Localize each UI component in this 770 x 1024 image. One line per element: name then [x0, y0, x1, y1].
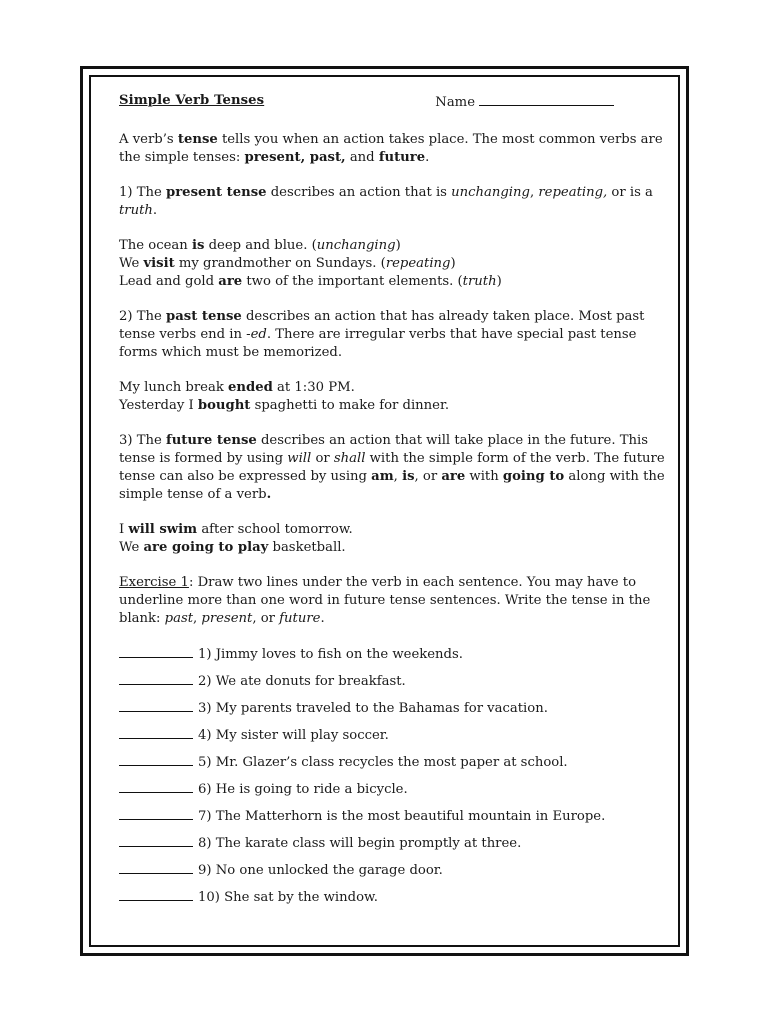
present-tense-paragraph: 1) The present tense describes an action that is unchanging, repeating, or is a truth.: [119, 185, 653, 218]
exercise-sentence: 10) She sat by the window.: [198, 890, 378, 905]
answer-blank[interactable]: [119, 726, 193, 739]
exercise-item: [119, 888, 667, 915]
answer-blank[interactable]: [119, 753, 193, 766]
worksheet: [119, 92, 667, 915]
past-tense-paragraph: 2) The past tense describes an action that has already taken place. Most past tense verbs end in -ed. There are irregular verbs that have special past tense forms which must be memorized.: [119, 309, 645, 360]
answer-blank[interactable]: [119, 888, 193, 901]
exercise-item: [119, 753, 667, 780]
example-sentence: Lead and gold are two of the important elements. (truth): [119, 274, 502, 289]
answer-blank[interactable]: [119, 780, 193, 793]
example-sentence: Yesterday I bought spaghetti to make for dinner.: [119, 398, 450, 413]
past-examples: [119, 379, 667, 415]
answer-blank[interactable]: [119, 672, 193, 685]
worksheet-header: [119, 92, 667, 112]
exercise-item: [119, 699, 667, 726]
exercise-sentence: 8) The karate class will begin promptly at three.: [198, 836, 522, 851]
example-sentence: My lunch break ended at 1:30 PM.: [119, 380, 355, 395]
exercise-sentence: 1) Jimmy loves to fish on the weekends.: [198, 647, 463, 662]
answer-blank[interactable]: [119, 861, 193, 874]
exercise-item: [119, 780, 667, 807]
example-sentence: I will swim after school tomorrow.: [119, 522, 353, 537]
name-blank-line[interactable]: [479, 92, 614, 106]
future-examples: [119, 521, 667, 557]
exercise-item: [119, 834, 667, 861]
example-sentence: We visit my grandmother on Sundays. (repeating): [119, 256, 456, 271]
exercise-list: [119, 645, 667, 915]
answer-blank[interactable]: [119, 699, 193, 712]
exercise-sentence: 3) My parents traveled to the Bahamas for vacation.: [198, 701, 548, 716]
name-field[interactable]: [435, 92, 614, 112]
intro-paragraph: A verb’s tense tells you when an action takes place. The most common verbs are the simple tenses: present, past, and future.: [119, 132, 663, 165]
exercise-sentence: 2) We ate donuts for breakfast.: [198, 674, 406, 689]
answer-blank[interactable]: [119, 645, 193, 658]
exercise-item: [119, 645, 667, 672]
example-sentence: The ocean is deep and blue. (unchanging): [119, 238, 401, 253]
exercise-sentence: 6) He is going to ride a bicycle.: [198, 782, 408, 797]
answer-blank[interactable]: [119, 807, 193, 820]
exercise-sentence: 5) Mr. Glazer’s class recycles the most paper at school.: [198, 755, 568, 770]
exercise-item: [119, 807, 667, 834]
example-sentence: We are going to play basketball.: [119, 540, 346, 555]
exercise-item: [119, 672, 667, 699]
exercise-item: [119, 861, 667, 888]
exercise-item: [119, 726, 667, 753]
name-label: Name: [435, 95, 475, 110]
exercise-sentence: 4) My sister will play soccer.: [198, 728, 389, 743]
answer-blank[interactable]: [119, 834, 193, 847]
exercise-instructions: Exercise 1: Draw two lines under the verb in each sentence. You may have to underline more than one word in future tense sentences. Write the tense in the blank: past, present, or future.: [119, 575, 651, 626]
exercise-sentence: 7) The Matterhorn is the most beautiful mountain in Europe.: [198, 809, 606, 824]
present-examples: [119, 237, 667, 291]
future-tense-paragraph: 3) The future tense describes an action that will take place in the future. This tense is formed by using will or shall with the simple form of the verb. The future tense can also be expressed by using am, is, or are with going to along with the simple tense of a verb.: [119, 433, 665, 502]
worksheet-title: Simple Verb Tenses: [119, 93, 265, 108]
exercise-heading: Exercise 1: [119, 575, 189, 590]
exercise-sentence: 9) No one unlocked the garage door.: [198, 863, 443, 878]
